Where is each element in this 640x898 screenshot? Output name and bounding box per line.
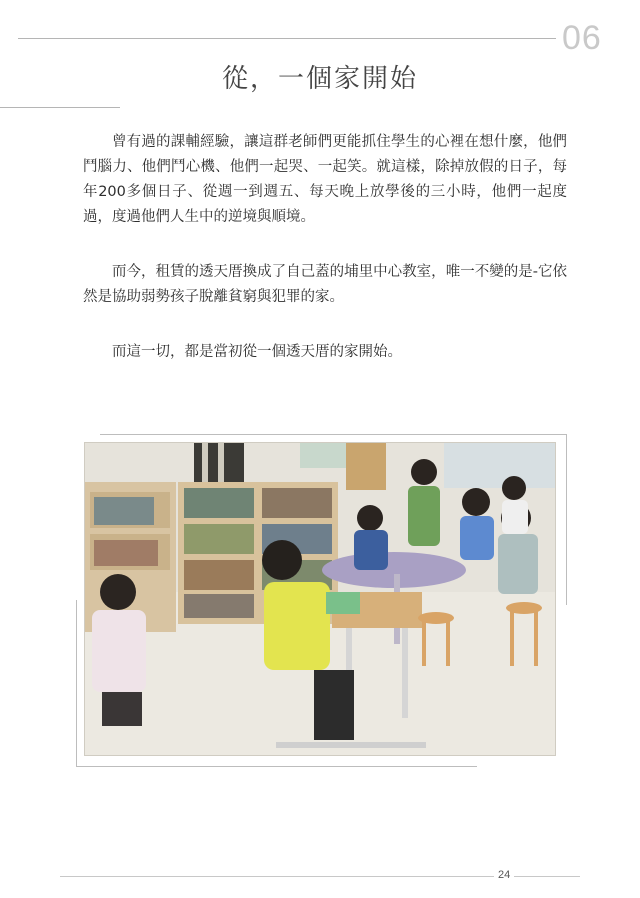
header-rule xyxy=(18,38,556,39)
chapter-number: 06 xyxy=(562,19,602,57)
wood-door xyxy=(346,442,386,490)
child-reading xyxy=(262,540,302,580)
classroom-photo xyxy=(84,442,556,756)
page-title: 從，一個家開始 xyxy=(221,64,418,94)
child-standing xyxy=(411,459,437,485)
paragraph-3: 而這一切，都是當初從一個透天厝的家開始。 xyxy=(112,344,402,360)
back-window xyxy=(444,442,556,488)
child-kneeling xyxy=(100,574,136,610)
child-background xyxy=(502,476,526,500)
paragraph-1: 曾有過的課輔經驗，讓這群老師們更能抓住學生的心裡在想什麼，他們鬥腦力、他們鬥心機、他們一起哭、一起笑。就這樣，除掉放假的日子，每年200多個日子、從週一到週五、每天晚上放學後的三小時，他們一起度過，度過他們人生中的逆境與順境。 xyxy=(83,134,567,225)
child-at-table xyxy=(462,488,490,516)
title-underline-rule xyxy=(0,107,120,108)
child-at-table xyxy=(357,505,383,531)
page-number: 24 xyxy=(494,867,514,883)
paragraph-2: 而今，租賃的透天厝換成了自己蓋的埔里中心教室，唯一不變的是-它依然是協助弱勢孩子脫離貧窮與犯罪的家。 xyxy=(83,264,567,305)
